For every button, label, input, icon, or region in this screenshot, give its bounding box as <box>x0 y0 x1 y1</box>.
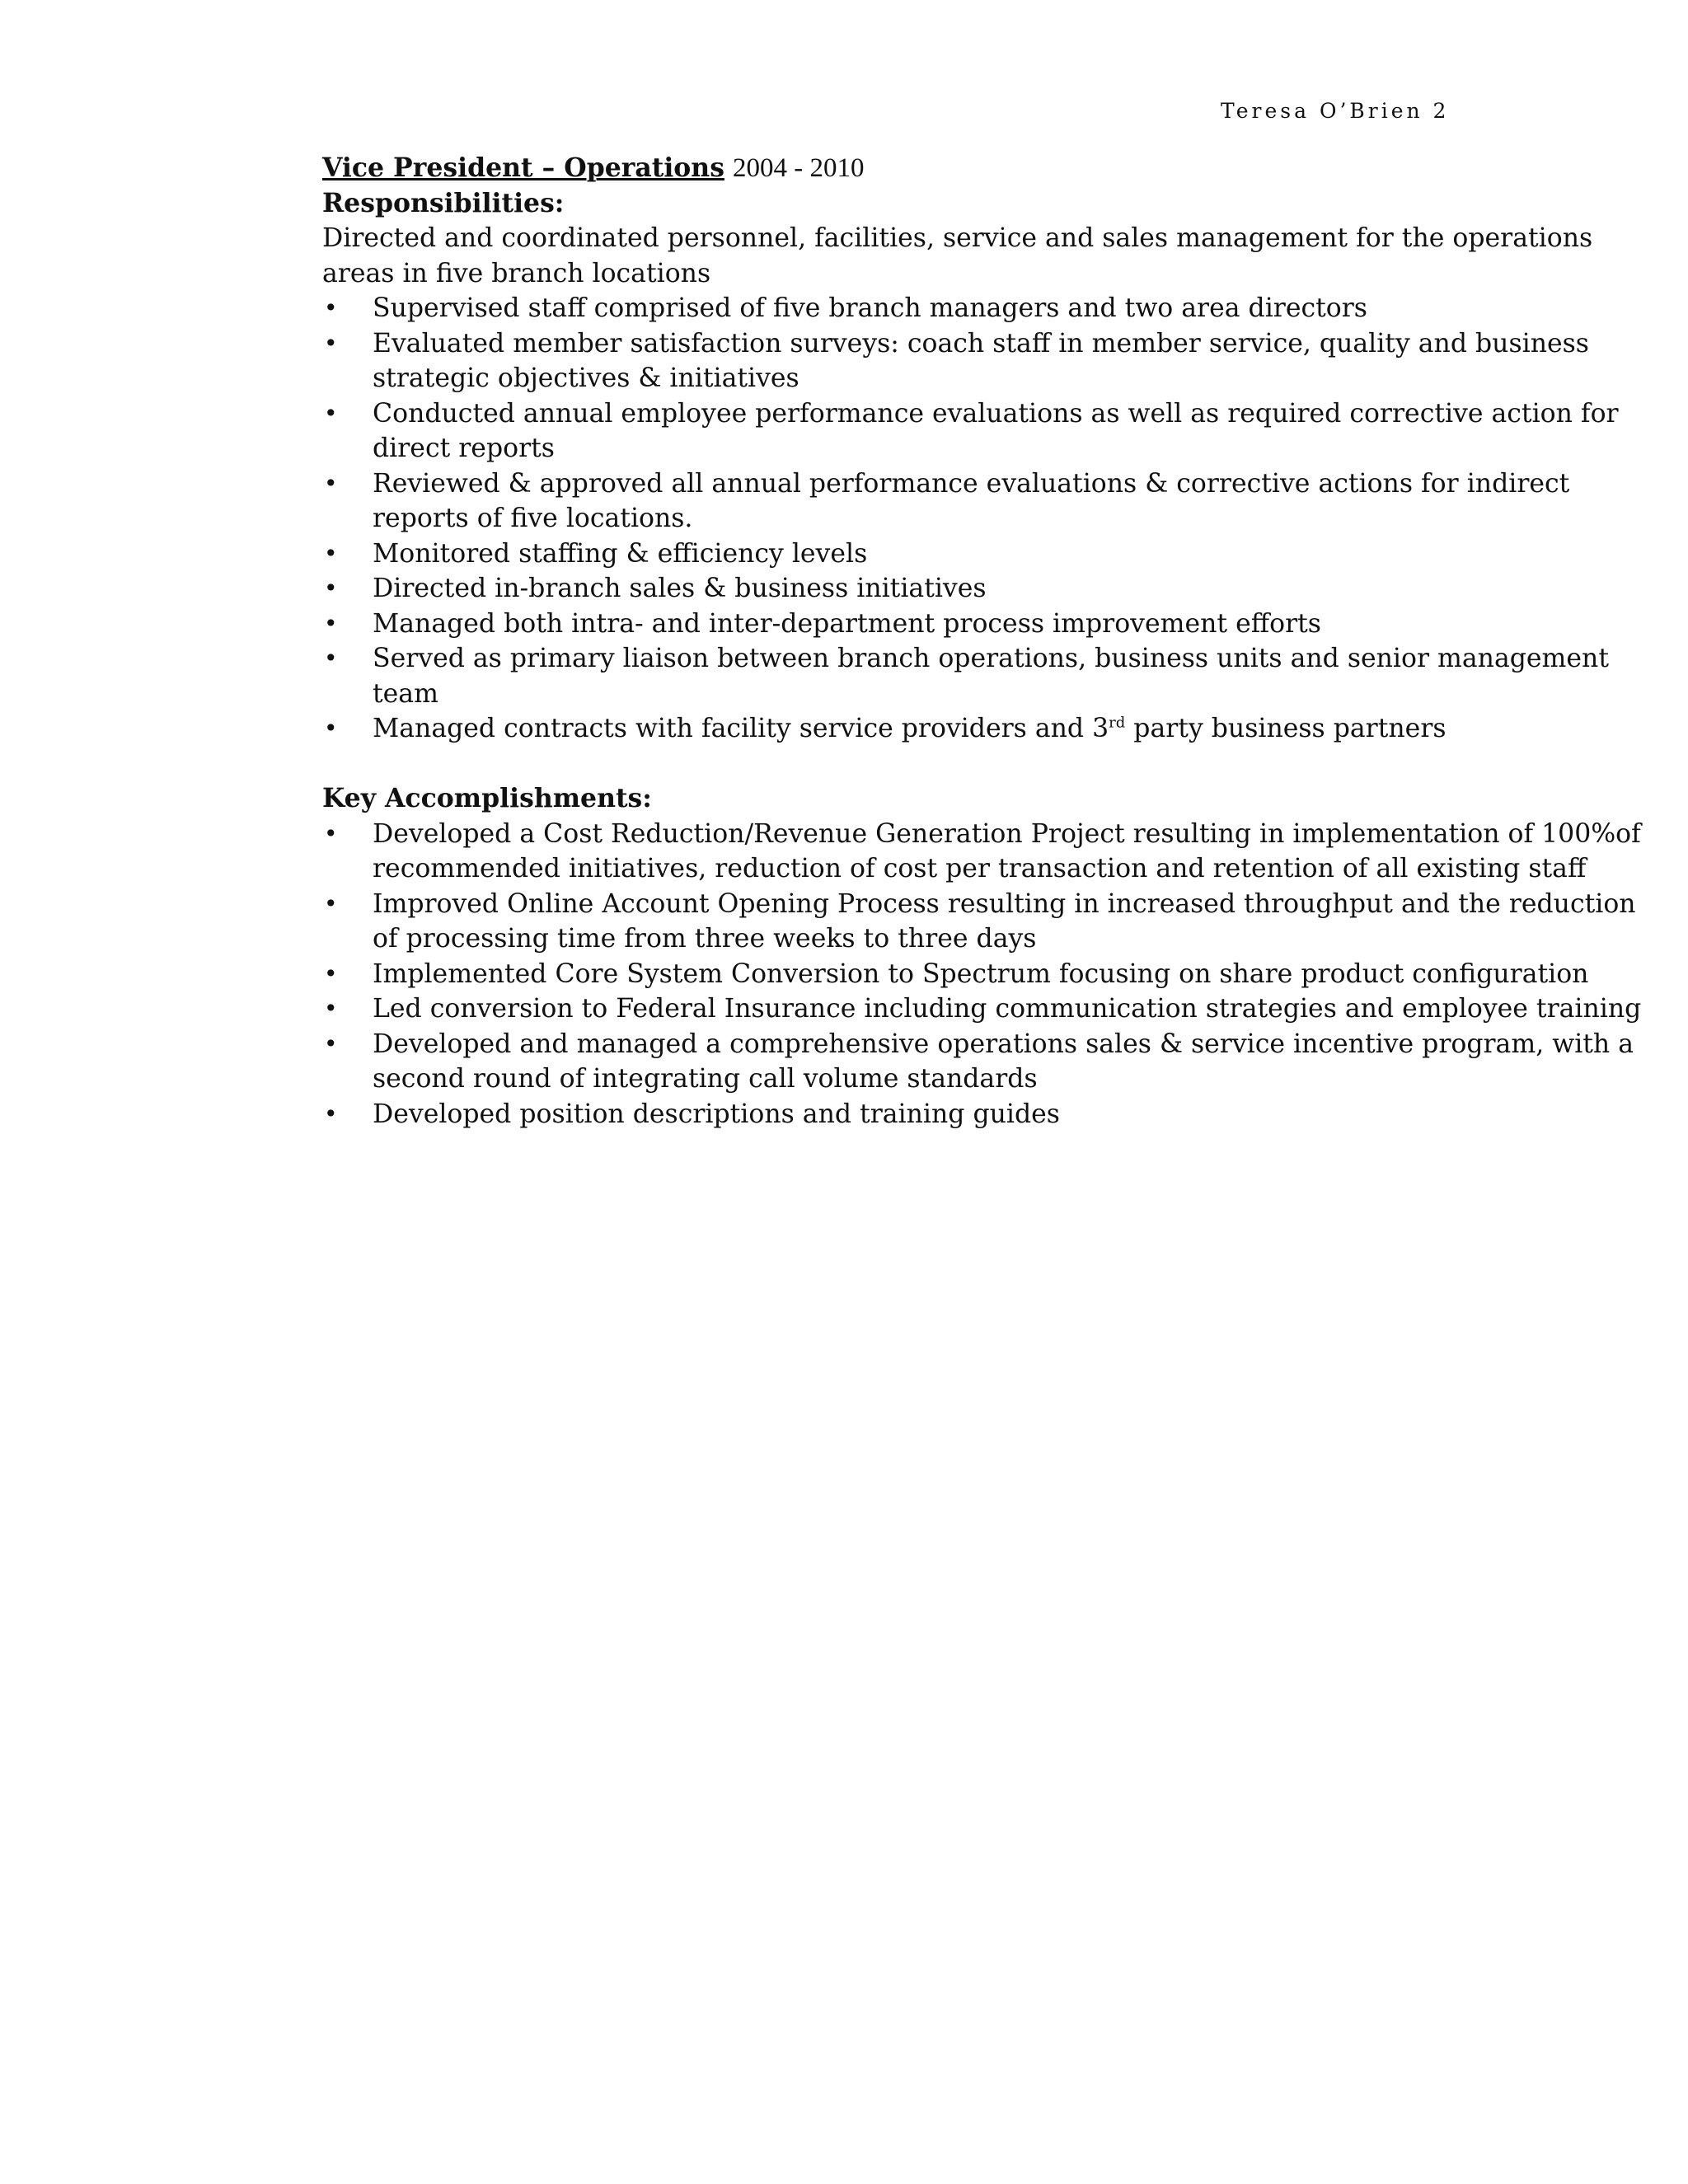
list-item <box>322 991 1642 1027</box>
bullet-icon: • <box>324 889 338 917</box>
list-item-text: Led conversion to Federal Insurance including communication strategies and employee training <box>373 994 1642 1024</box>
ordinal-superscript: rd <box>1109 714 1126 732</box>
bullet-icon: • <box>324 715 338 742</box>
list-item-text: Conducted annual employee performance evaluations as well as required corrective action for <box>373 398 1619 429</box>
bullet-icon: • <box>324 539 338 567</box>
accomplishments-heading: Key Accomplishments: <box>322 783 652 813</box>
list-item <box>322 711 1567 747</box>
bullet-icon: • <box>324 995 338 1022</box>
running-header: Teresa O’Brien 2 <box>1221 99 1450 123</box>
list-item-text: Served as primary liaison between branch operations, business units and senior management <box>373 644 1610 673</box>
bullet-icon: • <box>324 574 338 602</box>
text-segment: Managed contracts with facility service providers and 3 <box>373 714 1109 743</box>
section-spacer <box>322 747 1567 782</box>
list-item <box>322 571 1567 607</box>
list-item <box>322 641 1610 711</box>
list-item-text: of processing time from three weeks to three days <box>373 924 1037 954</box>
bullet-icon: • <box>324 469 338 497</box>
list-item <box>322 1097 1567 1132</box>
list-item <box>322 957 1589 992</box>
bullet-icon: • <box>324 644 338 672</box>
list-item <box>322 607 1567 642</box>
text-segment: party business partners <box>1125 714 1447 743</box>
bullet-icon: • <box>324 609 338 637</box>
list-item-text: Developed a Cost Reduction/Revenue Generation Project resulting in implementation of 100%of <box>373 818 1641 849</box>
list-item-text: Developed and managed a comprehensive operations sales & service incentive program, with a <box>373 1029 1634 1059</box>
bullet-icon: • <box>324 294 338 321</box>
intro-line: Directed and coordinated personnel, facilities, service and sales management for the operations <box>322 223 1593 253</box>
list-item-text: Managed both intra- and inter-department process improvement efforts <box>373 608 1321 639</box>
responsibilities-list <box>322 291 1619 747</box>
accomplishments-list <box>322 817 1642 1132</box>
list-item-text <box>373 711 1567 747</box>
list-item-text: direct reports <box>373 434 555 463</box>
bullet-icon: • <box>324 399 338 427</box>
list-item <box>322 1027 1634 1097</box>
job-dates: 2004 - 2010 <box>732 153 865 183</box>
list-item <box>322 537 1567 572</box>
list-item-text: strategic objectives & initiatives <box>373 363 799 393</box>
bullet-icon: • <box>324 1029 338 1057</box>
list-item-text: Improved Online Account Opening Process resulting in increased throughput and the reduction <box>373 888 1636 919</box>
responsibilities-intro <box>322 221 1593 291</box>
list-item-text: reports of five locations. <box>373 504 693 533</box>
list-item-text: recommended initiatives, reduction of cost per transaction and retention of all existing staff <box>373 854 1587 883</box>
bullet-icon: • <box>324 329 338 357</box>
list-item-text: Reviewed & approved all annual performance evaluations & corrective actions for indirect <box>373 468 1570 499</box>
job-title: Vice President – Operations <box>322 152 724 183</box>
list-item <box>322 466 1570 537</box>
list-item-text: team <box>373 678 438 709</box>
list-item-text: Implemented Core System Conversion to Spectrum focusing on share product configuration <box>373 958 1589 989</box>
responsibilities-heading: Responsibilities: <box>322 187 565 218</box>
bullet-icon: • <box>324 819 338 847</box>
list-item <box>322 326 1589 396</box>
bullet-icon: • <box>324 959 338 987</box>
list-item <box>322 396 1619 466</box>
list-item-text: Directed in-branch sales & business initiatives <box>373 574 987 603</box>
list-item-text: Evaluated member satisfaction surveys: coach staff in member service, quality and business <box>373 328 1589 359</box>
intro-line: areas in five branch locations <box>322 258 711 288</box>
list-item-text: Monitored staffing & efficiency levels <box>373 538 868 569</box>
list-item <box>322 291 1567 326</box>
resume-content <box>322 151 1642 1132</box>
list-item <box>322 887 1636 957</box>
job-heading <box>322 151 1567 186</box>
list-item <box>322 817 1641 887</box>
list-item-text: Developed position descriptions and training guides <box>373 1099 1060 1129</box>
list-item-text: Supervised staff comprised of five branch managers and two area directors <box>373 293 1367 323</box>
list-item-text: second round of integrating call volume standards <box>373 1064 1038 1094</box>
bullet-icon: • <box>324 1099 338 1127</box>
